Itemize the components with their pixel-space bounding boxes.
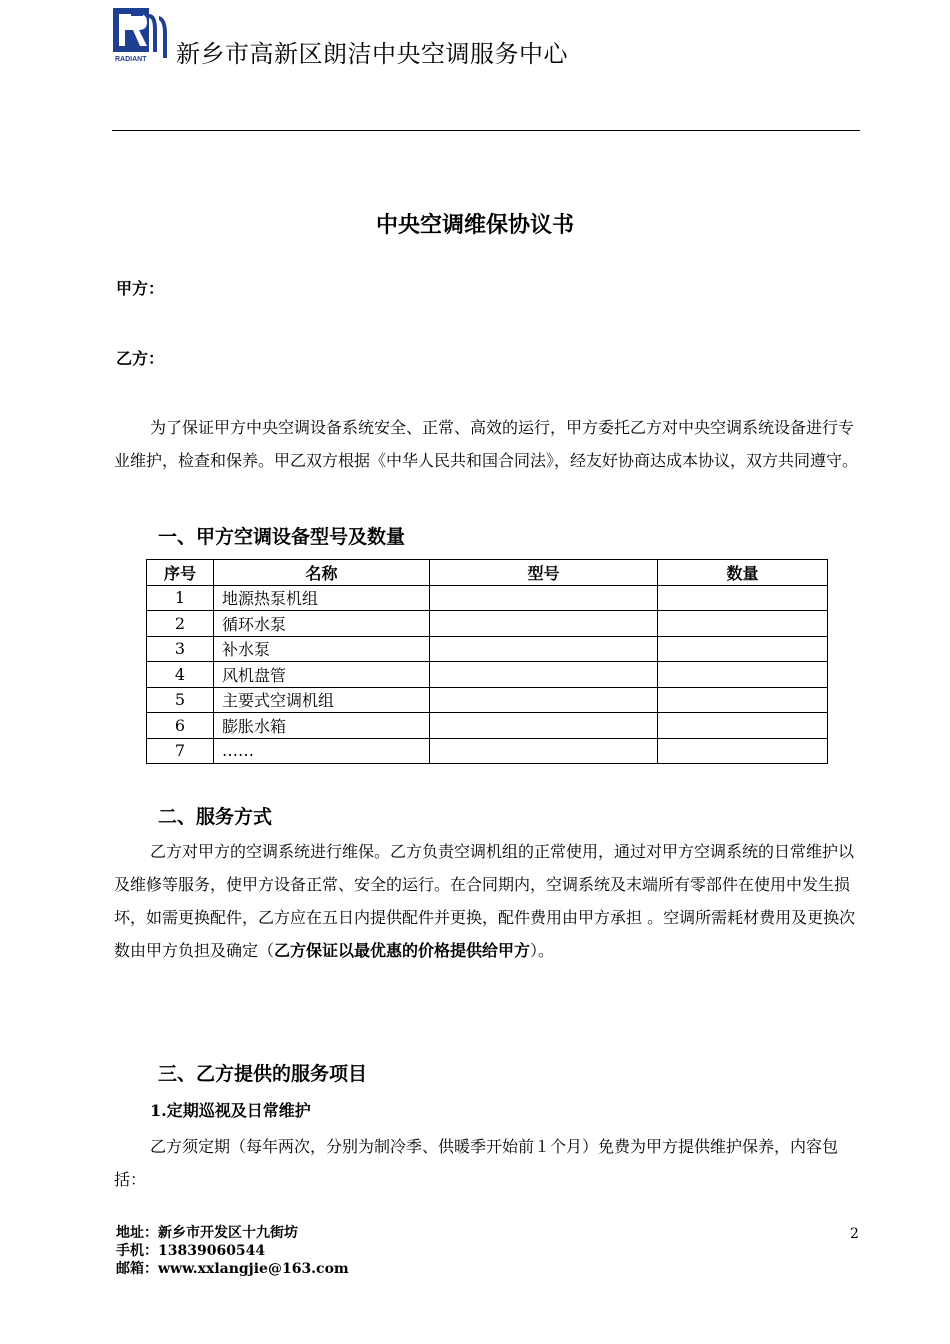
intro-paragraph: 为了保证甲方中央空调设备系统安全、正常、高效的运行，甲方委托乙方对中央空调系统设备进行专业维护，检查和保养。甲乙双方根据《中华人民共和国合同法》，经友好协商达成本协议，双方共同遵守。 [114, 418, 859, 470]
table-row [147, 611, 828, 637]
cell-model [430, 636, 658, 662]
radiant-logo [113, 8, 171, 64]
party-a-label: 甲方： [116, 279, 165, 298]
cell-quantity [658, 738, 828, 764]
section3-body: 乙方须定期（每年两次，分别为制冷季、供暖季开始前１个月）免费为甲方提供维护保养，内容包括： [114, 1137, 839, 1189]
page-header [112, 62, 860, 131]
cell-name: 补水泵 [214, 636, 430, 662]
section2-body [114, 835, 862, 967]
party-b-label: 乙方： [116, 349, 165, 368]
cell-model [430, 713, 658, 739]
cell-model [430, 662, 658, 688]
cell-index: 5 [147, 687, 214, 713]
section2-text-end: ）。 [530, 941, 555, 960]
equipment-table [146, 559, 828, 764]
table-row [147, 687, 828, 713]
table-row [147, 636, 828, 662]
cell-index: 4 [147, 662, 214, 688]
cell-index: 1 [147, 585, 214, 611]
cell-name: 地源热泵机组 [214, 585, 430, 611]
col-header-quantity: 数量 [658, 560, 828, 586]
cell-name: 循环水泵 [214, 611, 430, 637]
table-row [147, 713, 828, 739]
section2-bold-text: 乙方保证以最优惠的价格提供给甲方 [274, 941, 531, 960]
section3-heading: 三、乙方提供的服务项目 [158, 1063, 368, 1085]
table-row [147, 585, 828, 611]
footer-address: 地址：新乡市开发区十九街坊 [116, 1225, 298, 1241]
col-header-name: 名称 [214, 560, 430, 586]
cell-name: 膨胀水箱 [214, 713, 430, 739]
company-name: 新乡市高新区朗洁中央空调服务中心 [176, 40, 568, 68]
cell-quantity [658, 585, 828, 611]
cell-quantity [658, 713, 828, 739]
cell-index: 7 [147, 738, 214, 764]
section3-subheading: 1.定期巡视及日常维护 [150, 1101, 311, 1120]
cell-quantity [658, 611, 828, 637]
section2-heading: 二、服务方式 [158, 806, 273, 828]
cell-name: 主要式空调机组 [214, 687, 430, 713]
section2-text: 乙方对甲方的空调系统进行维保。乙方负责空调机组的正常使用，通过对甲方空调系统的日常维护以及维修等服务，使甲方设备正常、安全的运行。在合同期内，空调系统及末端所有零部件在使用中发生损坏，如需更换配件，乙方应在五日内提供配件并更换，配件费用由甲方承担 。空调所需耗材费用及更换次数由甲方负担及确定（ [114, 842, 856, 960]
footer-email: 邮箱：www.xxlangjie@163.com [116, 1261, 349, 1277]
page-number: 2 [850, 1226, 859, 1242]
col-header-model: 型号 [430, 560, 658, 586]
cell-index: 6 [147, 713, 214, 739]
svg-text:RADIANT: RADIANT [115, 56, 147, 63]
footer-contact [116, 1224, 349, 1278]
cell-quantity [658, 636, 828, 662]
cell-model [430, 738, 658, 764]
col-header-index: 序号 [147, 560, 214, 586]
cell-model [430, 611, 658, 637]
cell-name: …… [214, 738, 430, 764]
cell-quantity [658, 687, 828, 713]
cell-index: 2 [147, 611, 214, 637]
cell-model [430, 585, 658, 611]
cell-name: 风机盘管 [214, 662, 430, 688]
section1-heading: 一、甲方空调设备型号及数量 [158, 526, 406, 548]
table-row [147, 662, 828, 688]
document-title: 中央空调维保协议书 [375, 212, 574, 238]
cell-model [430, 687, 658, 713]
footer-phone: 手机：13839060544 [116, 1243, 266, 1259]
cell-quantity [658, 662, 828, 688]
cell-index: 3 [147, 636, 214, 662]
table-row [147, 738, 828, 764]
table-header-row [147, 560, 828, 586]
